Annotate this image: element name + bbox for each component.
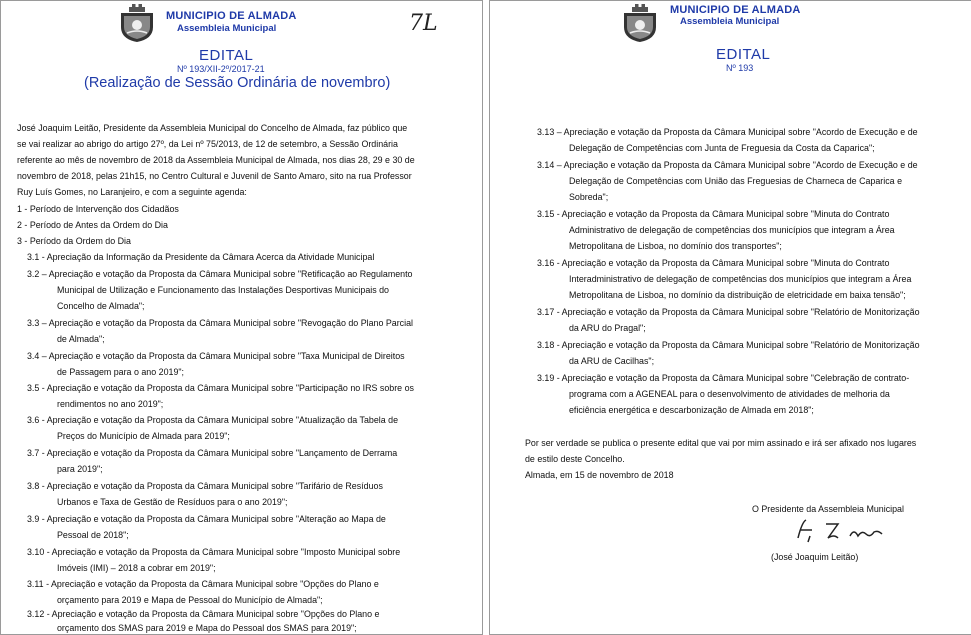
item-3-11-cont: orçamento para 2019 e Mapa de Pessoal do Município de Almada"; [57,595,323,605]
intro-line: novembro de 2018, pelas 21h15, no Centro Cultural e Juvenil de Santo Amaro, sito na rua Professor [17,171,412,181]
item-3-11: 3.11 - Apreciação e votação da Proposta da Câmara Municipal sobre "Opções do Plano e [27,579,379,589]
closing-line: Por ser verdade se publica o presente edital que vai por mim assinado e irá ser afixado nos lugares [525,438,917,448]
item-3-10: 3.10 - Apreciação e votação da Proposta da Câmara Municipal sobre "Imposto Municipal sobre [27,547,401,557]
coat-of-arms-icon [117,3,157,43]
item-3-15-cont: Administrativo de delegação de competências dos municípios que integram a Área [569,225,895,235]
edital-title: EDITAL [716,46,771,63]
coat-of-arms-icon [620,3,660,43]
item-3-12: 3.12 - Apreciação e votação da Proposta da Câmara Municipal sobre "Opções do Plano e [27,609,380,619]
item-3-13-cont: Delegação de Competências com Junta de Freguesia da Costa da Caparica"; [569,143,875,153]
item-3-10-cont: Imóveis (IMI) – 2018 a cobrar em 2019"; [57,563,216,573]
agenda-item: 3 - Período da Ordem do Dia [17,236,131,246]
item-3-7: 3.7 - Apreciação e votação da Proposta da Câmara Municipal sobre "Lançamento de Derrama [27,448,398,458]
intro-line: se vai realizar ao abrigo do artigo 27º, da Lei nº 75/2013, de 12 de setembro, a Sessão Ordinária [17,139,398,149]
intro-line: referente ao mês de novembro de 2018 da Assembleia Municipal de Almada, nos dias 28, 29 e 30 de [17,155,415,165]
item-3-19-cont: programa com a AGENEAL para o desenvolvimento de atividades de melhoria da [569,389,890,399]
edital-title: EDITAL [199,47,254,64]
item-3-6-cont: Preços do Município de Almada para 2019"; [57,431,230,441]
item-3-14: 3.14 – Apreciação e votação da Proposta da Câmara Municipal sobre "Acordo de Execução e de [537,160,918,170]
item-3-7-cont: para 2019"; [57,464,103,474]
item-3-4-cont: de Passagem para o ano 2019"; [57,367,184,377]
handwritten-mark: 7L [409,11,438,36]
item-3-19-cont: eficiência energética e descarbonização de Almada em 2018"; [569,405,814,415]
item-3-19: 3.19 - Apreciação e votação da Proposta da Câmara Municipal sobre "Celebração de contrato- [537,373,910,383]
item-3-18: 3.18 - Apreciação e votação da Proposta da Câmara Municipal sobre "Relatório de Monitorização [537,340,920,350]
agenda-item: 1 - Período de Intervenção dos Cidadãos [17,204,179,214]
assembly-name: Assembleia Municipal [177,23,277,34]
item-3-9-cont: Pessoal de 2018"; [57,530,129,540]
item-3-2: 3.2 – Apreciação e votação da Proposta da Câmara Municipal sobre "Retificação ao Regulamento [27,269,413,279]
item-3-15: 3.15 - Apreciação e votação da Proposta da Câmara Municipal sobre "Minuta do Contrato [537,209,890,219]
item-3-8: 3.8 - Apreciação e votação da Proposta da Câmara Municipal sobre "Tarifário de Resíduos [27,481,383,491]
edital-page-1 [0,0,483,635]
item-3-18-cont: da ARU de Cacilhas"; [569,356,655,366]
edital-number: Nº 193 [726,63,754,73]
intro-line: Ruy Luís Gomes, no Laranjeiro, e com a seguinte agenda: [17,187,247,197]
item-3-9: 3.9 - Apreciação e votação da Proposta da Câmara Municipal sobre "Alteração ao Mapa de [27,514,386,524]
item-3-3: 3.3 – Apreciação e votação da Proposta da Câmara Municipal sobre "Revogação do Plano Parcial [27,318,413,328]
item-3-3-cont: de Almada"; [57,334,105,344]
signature-title: O Presidente da Assembleia Municipal [752,504,904,514]
item-3-5-cont: rendimentos no ano 2019"; [57,399,164,409]
item-3-16: 3.16 - Apreciação e votação da Proposta da Câmara Municipal sobre "Minuta do Contrato [537,258,890,268]
item-3-1: 3.1 - Apreciação da Informação da Presidente da Câmara Acerca da Atividade Municipal [27,252,375,262]
item-3-16-cont: Interadministrativo de delegação de competências dos municípios que integram a Área [569,274,912,284]
edital-page-2 [489,0,971,635]
municipality-name: MUNICIPIO DE ALMADA [166,10,297,22]
intro-line: José Joaquim Leitão, Presidente da Assembleia Municipal do Concelho de Almada, faz público que [17,123,408,133]
edital-number: Nº 193/XII-2º/2017-21 [177,64,265,74]
closing-line: de estilo deste Concelho. [525,454,625,464]
item-3-17-cont: da ARU do Pragal"; [569,323,646,333]
item-3-12-cont: orçamento dos SMAS para 2019 e Mapa do Pessoal dos SMAS para 2019"; [57,623,357,633]
municipality-name: MUNICIPIO DE ALMADA [670,4,801,16]
item-3-14-cont: Sobreda"; [569,192,609,202]
agenda-item: 2 - Período de Antes da Ordem do Dia [17,220,168,230]
edital-subtitle: (Realização de Sessão Ordinária de novembro) [84,75,391,91]
item-3-15-cont: Metropolitana de Lisboa, no domínio dos transportes"; [569,241,782,251]
item-3-4: 3.4 – Apreciação e votação da Proposta da Câmara Municipal sobre "Taxa Municipal de Direitos [27,351,405,361]
signatory-name: (José Joaquim Leitão) [771,552,859,562]
item-3-5: 3.5 - Apreciação e votação da Proposta da Câmara Municipal sobre "Participação no IRS sobre os [27,383,414,393]
item-3-8-cont: Urbanos e Taxa de Gestão de Resíduos para o ano 2019"; [57,497,288,507]
item-3-6: 3.6 - Apreciação e votação da Proposta da Câmara Municipal sobre "Atualização da Tabela de [27,415,399,425]
item-3-17: 3.17 - Apreciação e votação da Proposta da Câmara Municipal sobre "Relatório de Monitorização [537,307,920,317]
assembly-name: Assembleia Municipal [680,16,780,27]
item-3-16-cont: Metropolitana de Lisboa, no domínio da distribuição de eletricidade em baixa tensão"; [569,290,906,300]
signature-mark [790,516,900,546]
item-3-2-cont: Municipal de Utilização e Funcionamento das Instalações Desportivas Municipais do [57,285,389,295]
item-3-2-cont: Concelho de Almada"; [57,301,145,311]
date-line: Almada, em 15 de novembro de 2018 [525,470,674,480]
item-3-13: 3.13 – Apreciação e votação da Proposta da Câmara Municipal sobre "Acordo de Execução e de [537,127,918,137]
item-3-14-cont: Delegação de Competências com União das Freguesias de Charneca de Caparica e [569,176,903,186]
